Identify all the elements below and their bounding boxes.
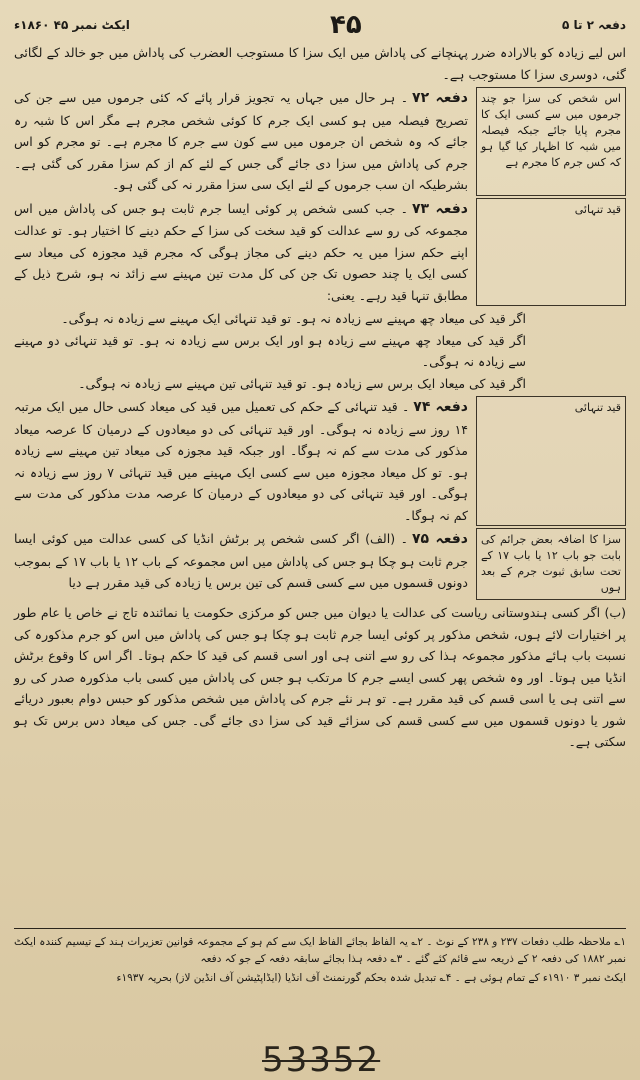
library-stamp-number: 53352 <box>262 1040 381 1080</box>
page-body <box>14 42 626 922</box>
intro-paragraph: اس لیے زیادہ کو بالارادہ ضرر پہنچانے کی پاداش میں ایک سزا کا مستوجب العضرب کی پاداش میں جو خالد کے لگائی گئی، دوسری سزا کا مستوجب ہے۔ <box>14 45 626 82</box>
footnote-divider <box>14 928 626 929</box>
section-73-text: ۔ جب کسی شخص پر کوئی ایسا جرم ثابت ہو جس کی پاداش میں اس مجموعہ کی رو سے عدالت کو قید سخت کی سزا کے حکم دینے کا اختیار ہو۔ تو عدالت اپنے حکم سزا میں یہ حکم دینے کی مجاز ہوگی کہ مجرم قید مجوزہ کی میعاد سے کسی ایک یا چند حصوں تک جن کی کل مدت تین مہینے سے زائد نہ ہو، شرح ذیل کے مطابق تنہا قید رہے۔ یعنی: <box>14 200 468 303</box>
section-74 <box>14 396 626 526</box>
page-number: ۴۵ <box>330 10 362 40</box>
section-72-text: ۔ ہر حال میں جہاں یہ تجویز قرار پائے کہ کئی جرموں میں سے جن کی تصریح فیصلہ میں ہو کسی ایک جرم کا کوئی شخص مجرم ہے مگر اس کا شبہ رہ جائے کہ وہ شخص ان جرموں میں سے کون سے جرم کا مجرم ہے۔ تو مجرم کو اس جرم کی پاداش میں سزا دی جائے گی جس کے لئے کم از کم سزا مقرر کی گئی ہے۔ بشرطیکہ ان سب جرموں کے لئے ایک سی سزا مقرر نہ کی گئی ہو۔ <box>14 90 468 192</box>
clause-item: اگر قید کی میعاد چھ مہینے سے زیادہ ہو اور ایک برس سے زیادہ نہ ہو۔ تو قید تنہائی دو مہینے سے زیادہ نہ ہوگی۔ <box>14 332 526 369</box>
footnote-line: ایکٹ نمبر ۳ ۱۹۱۰ء کے تمام ہوئی ہے ۔ ۴؎ تبدیل شدہ بحکم گورنمنٹ آف انڈیا (ایڈاپٹیشن آف انڈین لاز) بحریہ ۱۹۳۷ء <box>116 972 626 984</box>
clause-item: اگر قید کی میعاد چھ مہینے سے زیادہ نہ ہو۔ تو قید تنہائی ایک مہینے سے زیادہ نہ ہوگی۔ <box>61 311 526 326</box>
section-73-number: دفعہ ۷۳ <box>412 200 468 217</box>
section-75-side-note: سزا کا اضافہ بعض جرائم کی بابت جو باب ۱۲ یا باب ۱۷ کے تحت سابق ثبوت جرم کے بعد ہوں <box>476 528 626 600</box>
section-75-clause-b: (ب) اگر کسی ہندوستانی ریاست کی عدالت یا دیوان میں جس کو مرکزی حکومت یا نمائندہ تاج نے خاص یا عام طور پر اختیارات لائے ہوں، شخص مذکور پر کوئی ایسا جرم ثابت ہو چکا ہو جس کی پاداش میں اس کو جرم مذکورہ کی نسبت باب ہائے مذکور مجموعہ ہذا کی رو سے اتنی ہی اور اسی قسم کی قید کا حکم ہوتا۔ اگر اس کا وقوع برٹش انڈیا میں ہوتا۔ اور وہ شخص پھر کسی ایسے جرم کا مرتکب ہو جس کی پاداش میں کسی باب مذکورہ صدر کی رو سے اتنی ہی یا اسی قسم کی قید مقرر ہے۔ تو ہر نئے جرم کی پاداش میں شخص مذکور کو حبس دوام بعبور دریائے شور یا دونوں قسموں میں سے کسی قسم کی سزائے قید کی سزا دی جائے گی۔ جس کی میعاد دس برس تک ہو سکتی ہے۔ <box>14 605 626 749</box>
section-72-side-note: اس شخص کی سزا جو چند جرموں میں سے کسی ایک کا مجرم پایا جائے جبکہ فیصلہ میں شبہ کا اظہار کیا گیا ہو کہ کس جرم کا مجرم ہے <box>476 87 626 196</box>
header-section-range: دفعہ ۲ تا ۵ <box>561 18 626 32</box>
footnotes <box>14 934 626 1034</box>
section-74-text: ۔ قید تنہائی کے حکم کی تعمیل میں قید کی میعاد کسی حال میں ایک مرتبہ ۱۴ روز سے زیادہ نہ ہوگی۔ اور قید تنہائی کی دو میعادوں کے درمیان کا عرصہ میعاد مذکور کی مدت سے کم نہ ہوگا۔ اور جبکہ قید مجوزہ کی میعاد تین مہینے سے زیادہ ہو۔ تو کل میعاد مجوزہ میں سے کسی ایک مہینے میں قید تنہائی ۷ روز سے زیادہ نہ ہوگی۔ اور قید تنہائی کی دو میعادوں کے درمیان کا عرصہ مدت مذکور کی مدت سے کم نہ ہوگا۔ <box>14 399 468 523</box>
section-72-number: دفعہ ۷۲ <box>412 90 468 106</box>
section-73 <box>14 198 626 307</box>
section-75-number: دفعہ ۷۵ <box>411 531 468 547</box>
section-73-side-note: قید تنہائی <box>476 198 626 307</box>
section-72 <box>14 87 626 196</box>
footnote-line: ۱؎ ملاحظہ طلب دفعات ۲۳۷ و ۲۳۸ کے نوٹ ۔ ۲؎ یہ الفاظ بجائے الفاظ ایک سے کم ہو کے مجموعہ قوانین تعزیرات ہند کے تیسیم کنندہ ایکٹ نمبر ۱۸۸۲ کی دفعہ ۲ کے ذریعہ سے قائم کئے گئے ۔ ۳؎ دفعہ ہذا بجائے سابقہ دفعہ کے جو کہ دفعہ <box>14 936 627 965</box>
section-74-side-note: قید تنہائی <box>476 396 626 526</box>
section-74-number: دفعہ ۷۴ <box>413 399 468 415</box>
section-75-text: ۔ (الف) اگر کسی شخص پر برٹش انڈیا کی کسی عدالت میں کوئی ایسا جرم ثابت ہو چکا ہو جس کی پاداش میں اس مجموعہ کے باب ۱۲ یا باب ۱۷ کے بموجب دونوں قسموں میں سے کسی قسم کی تین برس یا زیادہ کی قید مقرر ہے دیا <box>14 531 468 590</box>
header-act-title: ایکٹ نمبر ۴۵ ۱۸۶۰ء <box>14 18 130 32</box>
section-75 <box>14 528 626 600</box>
page-header <box>14 8 626 42</box>
clause-item: اگر قید کی میعاد ایک برس سے زیادہ ہو۔ تو قید تنہائی تین مہینے سے زیادہ نہ ہوگی۔ <box>78 375 526 391</box>
section-73-clauses <box>14 308 626 394</box>
